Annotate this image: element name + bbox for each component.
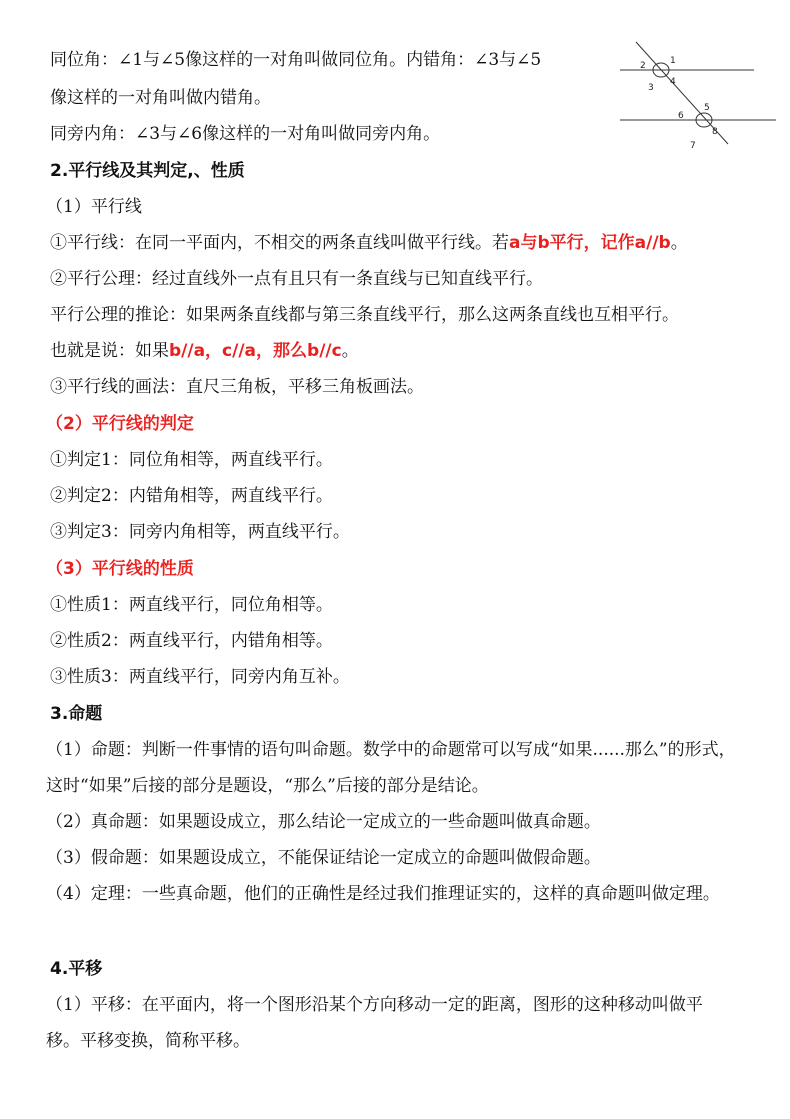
translation-definition: （1）平移：在平面内，将一个图形沿某个方向移动一定的距离，图形的这种移动叫做平移。平移变换，简称平移。 [46, 995, 703, 1051]
co-interior-angles-text: 同旁内角：∠3与∠6像这样的一对角叫做同旁内角。 [50, 124, 441, 144]
parallel-notation-highlight: a与b平行，记作a//b [509, 233, 671, 253]
corollary-restated [50, 339, 359, 363]
alternate-angles-text-cont: 像这样的一对角叫做内错角。 [50, 88, 271, 108]
property-2: ②性质2：两直线平行，内错角相等。 [50, 631, 333, 651]
section-heading-proposition: 3.命题 [50, 704, 103, 724]
section-heading-parallel: 2.平行线及其判定,、性质 [50, 161, 245, 181]
angle-label-4: 4 [670, 77, 676, 87]
parallel-drawing-method: ③平行线的画法：直尺三角板，平移三角板画法。 [50, 377, 424, 397]
angle-label-2: 2 [640, 61, 646, 71]
parallel-axiom-corollary: 平行公理的推论：如果两条直线都与第三条直线平行，那么这两条直线也互相平行。 [50, 305, 679, 325]
subsection-parallel-lines: （1）平行线 [46, 197, 142, 217]
false-proposition: （3）假命题：如果题设成立，不能保证结论一定成立的命题叫做假命题。 [46, 848, 601, 868]
criterion-2: ②判定2：内错角相等，两直线平行。 [50, 486, 333, 506]
property-1: ①性质1：两直线平行，同位角相等。 [50, 595, 333, 615]
parallel-definition [50, 231, 688, 255]
parallel-axiom: ②平行公理：经过直线外一点有且只有一条直线与已知直线平行。 [50, 269, 543, 289]
property-3: ③性质3：两直线平行，同旁内角互补。 [50, 667, 350, 687]
angles-diagram [618, 40, 778, 152]
angle-label-3: 3 [648, 83, 654, 93]
criterion-3: ③判定3：同旁内角相等，两直线平行。 [50, 522, 350, 542]
corollary-restated-text: 也就是说：如果 [50, 341, 169, 361]
true-proposition: （2）真命题：如果题设成立，那么结论一定成立的一些命题叫做真命题。 [46, 812, 601, 832]
proposition-definition: （1）命题：判断一件事情的语句叫命题。数学中的命题常可以写成“如果......那么”的形式，这时“如果”后接的部分是题设，“那么”后接的部分是结论。 [46, 740, 736, 796]
angle-label-7: 7 [690, 141, 696, 151]
subsection-parallel-criteria: （2）平行线的判定 [46, 414, 194, 434]
angle-label-8: 8 [712, 127, 718, 137]
parallel-definition-end: 。 [670, 233, 688, 253]
angle-label-5: 5 [704, 103, 710, 113]
corollary-notation-highlight: b//a，c//a，那么b//c [169, 341, 342, 361]
criterion-1: ①判定1：同位角相等，两直线平行。 [50, 450, 333, 470]
angle-label-1: 1 [670, 56, 676, 66]
subsection-parallel-properties: （3）平行线的性质 [46, 559, 194, 579]
theorem-definition: （4）定理：一些真命题，他们的正确性是经过我们推理证实的，这样的真命题叫做定理。 [46, 884, 720, 904]
parallel-definition-text: ①平行线：在同一平面内，不相交的两条直线叫做平行线。若 [50, 233, 509, 253]
section-heading-translation: 4.平移 [50, 959, 103, 979]
corollary-restated-end: 。 [341, 341, 359, 361]
corresponding-alternate-angles-text: 同位角：∠1与∠5像这样的一对角叫做同位角。内错角：∠3与∠5 [50, 50, 542, 70]
angle-label-6: 6 [678, 111, 684, 121]
